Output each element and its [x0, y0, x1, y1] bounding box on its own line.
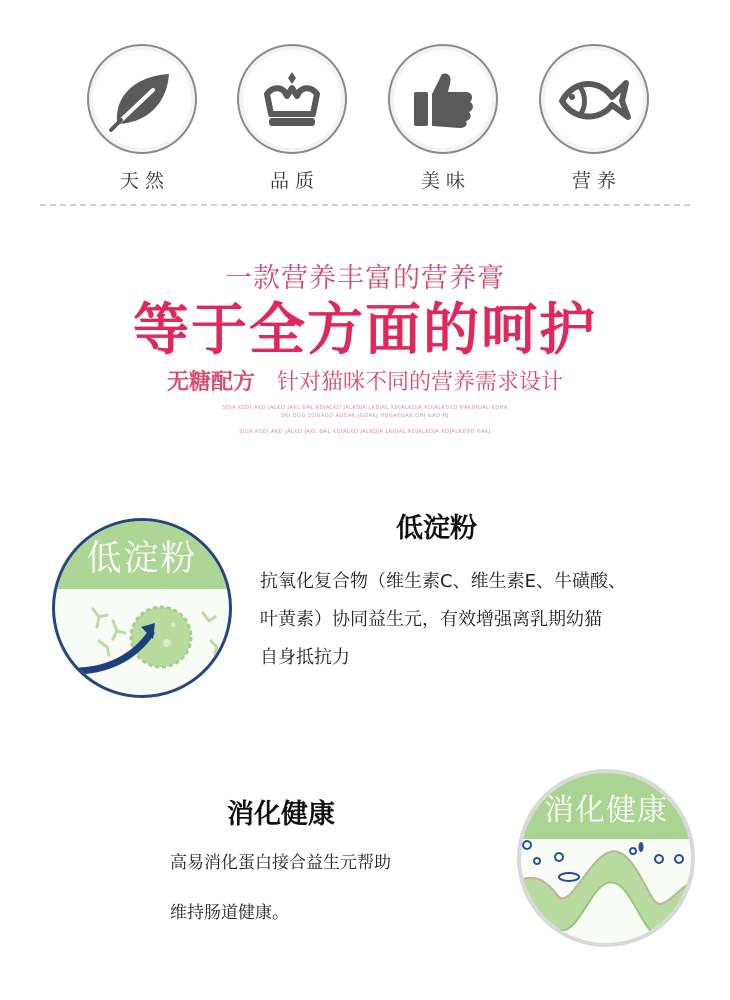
thumbs-up-icon	[408, 64, 478, 134]
feature-taste	[388, 44, 498, 193]
digestive-health-description	[170, 838, 470, 938]
low-starch-title: 低淀粉	[396, 513, 477, 544]
headline-decor-text-1: SDJA KSDI AKD JALKD JAKL DAL KDJALKD JALKDJA LKDJAL KDJALKDJA KDJALKDSD HAKJHDAL KDHA	[222, 405, 508, 411]
feature-row	[0, 44, 730, 194]
low-starch-badge: 低淀粉	[55, 521, 229, 589]
dashed-divider	[40, 204, 690, 206]
low-starch-line-3: 自身抵抗力	[260, 647, 350, 668]
feature-natural-label: 天然	[119, 170, 170, 192]
headline-block	[0, 256, 730, 436]
feature-taste-label: 美味	[420, 170, 471, 192]
headline-subtitle: 一款营养丰富的营养膏	[225, 263, 505, 294]
feature-quality-label: 品质	[269, 170, 320, 192]
headline-sugar-free: 无糖配方	[166, 370, 255, 395]
leaf-icon	[107, 64, 177, 134]
digestive-health-badge: 消化健康	[521, 773, 691, 839]
low-starch-line-1: 抗氧化复合物（维生素C、维生素E、牛磺酸、	[260, 571, 626, 592]
feature-nutrition-label: 营养	[571, 170, 622, 192]
low-starch-illustration	[52, 518, 232, 698]
low-starch-description	[260, 563, 680, 677]
headline-decor-text-3: SDJA KSDI AKD JALKD JAKL DAL KDJALKD JALKDJA LKDJAL KDJALKDJA KDJALKDSD HAKJ	[239, 429, 491, 435]
headline-main: 等于全方面的呵护	[133, 298, 597, 363]
intestine-illustration-icon	[517, 769, 695, 947]
crown-icon	[257, 64, 327, 134]
feature-taste-circle	[388, 44, 498, 154]
headline-desc: 针对猫咪不同的营养需求设计	[277, 370, 564, 395]
digestive-health-illustration	[517, 769, 695, 947]
headline-tagline	[0, 365, 730, 396]
feature-natural-circle	[87, 44, 197, 154]
feature-nutrition-circle	[539, 44, 649, 154]
digestive-health-title: 消化健康	[227, 799, 335, 830]
digestive-health-line-2: 维持肠道健康。	[170, 903, 289, 923]
fish-icon	[556, 69, 632, 129]
headline-decor-text-2: SKI DGG DDGAGD AGDAK JGDAKJ HDGAKGAK DHJ GAD HJ	[281, 413, 449, 419]
feature-nutrition	[539, 44, 649, 193]
low-starch-line-2: 叶黄素）协同益生元，有效增强离乳期幼猫	[260, 609, 602, 630]
feature-quality-circle	[237, 44, 347, 154]
feature-natural	[87, 44, 197, 193]
cell-illustration-icon	[55, 521, 232, 698]
feature-quality	[237, 44, 347, 193]
digestive-health-line-1: 高易消化蛋白接合益生元帮助	[170, 853, 391, 873]
